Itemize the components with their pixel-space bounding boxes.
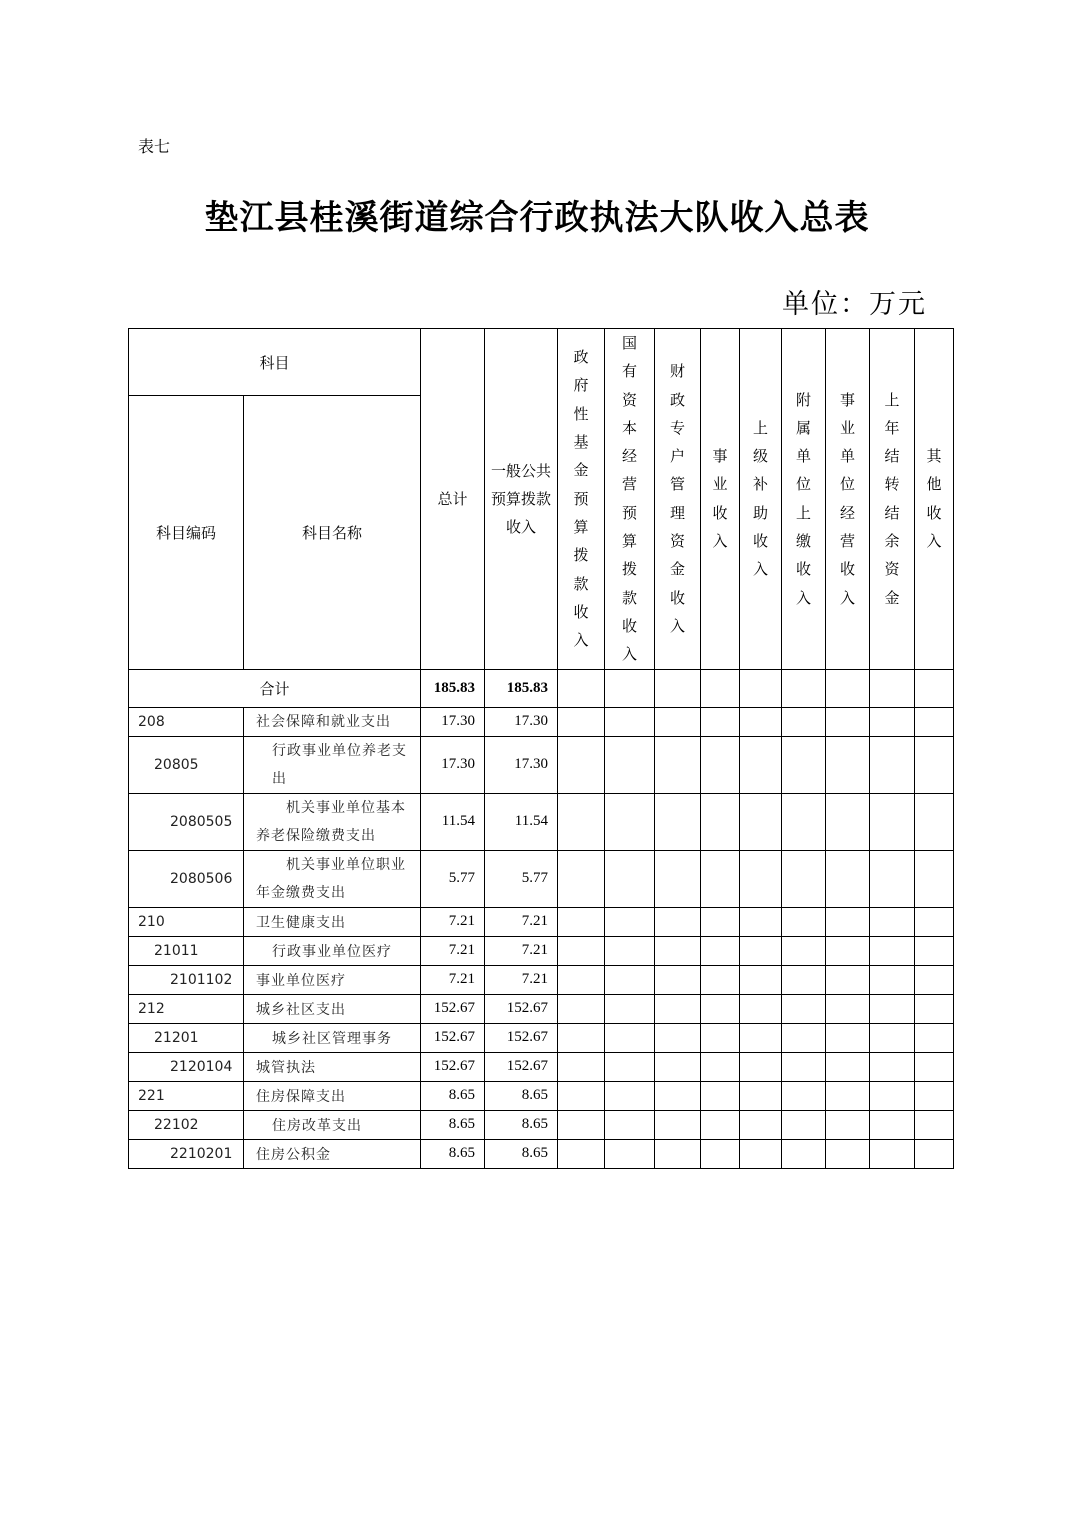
subject-name-text: 机关事业单位职业年金缴费支出 xyxy=(256,856,406,901)
subject-code: 212 xyxy=(129,994,244,1023)
unit-label: 单位：万元 xyxy=(782,289,927,320)
empty-cell xyxy=(870,736,915,793)
subject-code: 2101102 xyxy=(129,965,244,994)
empty-cell xyxy=(915,936,954,965)
empty-cell xyxy=(782,669,826,707)
empty-cell xyxy=(701,994,740,1023)
subject-name: 住房公积金 xyxy=(244,1139,421,1168)
empty-cell xyxy=(558,1081,605,1110)
empty-cell xyxy=(701,1052,740,1081)
carryover-header: 上 年 结 转 结 余 资 金 xyxy=(870,329,915,670)
empty-cell xyxy=(701,850,740,907)
empty-cell xyxy=(826,1052,870,1081)
empty-cell xyxy=(826,1110,870,1139)
empty-cell xyxy=(558,907,605,936)
empty-cell xyxy=(558,1139,605,1168)
empty-cell xyxy=(605,1139,655,1168)
empty-cell xyxy=(655,850,701,907)
row-general-budget: 7.21 xyxy=(485,936,558,965)
empty-cell xyxy=(740,965,782,994)
empty-cell xyxy=(782,994,826,1023)
totals-total: 185.83 xyxy=(421,669,485,707)
empty-cell xyxy=(826,669,870,707)
table-row xyxy=(129,936,954,965)
table-row xyxy=(129,707,954,736)
empty-cell xyxy=(870,1139,915,1168)
other-income-header: 其 他 收 入 xyxy=(915,329,954,670)
empty-cell xyxy=(915,1081,954,1110)
empty-cell xyxy=(701,907,740,936)
empty-cell xyxy=(915,1052,954,1081)
empty-cell xyxy=(915,1023,954,1052)
empty-cell xyxy=(655,965,701,994)
empty-cell xyxy=(915,736,954,793)
empty-cell xyxy=(782,1110,826,1139)
empty-cell xyxy=(605,850,655,907)
row-general-budget: 7.21 xyxy=(485,965,558,994)
empty-cell xyxy=(655,707,701,736)
table-row xyxy=(129,850,954,907)
empty-cell xyxy=(826,1139,870,1168)
empty-cell xyxy=(826,707,870,736)
totals-row xyxy=(129,669,954,707)
row-general-budget: 8.65 xyxy=(485,1081,558,1110)
empty-cell xyxy=(701,669,740,707)
empty-cell xyxy=(740,736,782,793)
empty-cell xyxy=(915,965,954,994)
empty-cell xyxy=(826,793,870,850)
subject-code: 2080505 xyxy=(129,793,244,850)
operation-income-header: 事 业 单 位 经 营 收 入 xyxy=(826,329,870,670)
empty-cell xyxy=(740,1139,782,1168)
empty-cell xyxy=(782,965,826,994)
empty-cell xyxy=(870,1081,915,1110)
income-summary-table xyxy=(128,328,954,1169)
empty-cell xyxy=(655,907,701,936)
subject-name: 住房保障支出 xyxy=(244,1081,421,1110)
empty-cell xyxy=(782,1081,826,1110)
totals-label: 合计 xyxy=(129,669,421,707)
empty-cell xyxy=(915,907,954,936)
empty-cell xyxy=(826,936,870,965)
empty-cell xyxy=(701,1023,740,1052)
row-total: 8.65 xyxy=(421,1139,485,1168)
empty-cell xyxy=(870,1052,915,1081)
empty-cell xyxy=(558,1023,605,1052)
subject-code: 21201 xyxy=(129,1023,244,1052)
table-row xyxy=(129,965,954,994)
subject-header: 科目 xyxy=(129,329,421,396)
empty-cell xyxy=(915,850,954,907)
empty-cell xyxy=(826,994,870,1023)
empty-cell xyxy=(870,907,915,936)
empty-cell xyxy=(605,965,655,994)
subject-name: 卫生健康支出 xyxy=(244,907,421,936)
empty-cell xyxy=(915,994,954,1023)
empty-cell xyxy=(870,707,915,736)
empty-cell xyxy=(558,1052,605,1081)
affiliated-income-header: 附 属 单 位 上 缴 收 入 xyxy=(782,329,826,670)
empty-cell xyxy=(558,994,605,1023)
row-total: 11.54 xyxy=(421,793,485,850)
total-header: 总计 xyxy=(421,329,485,670)
table-number-label: 表七 xyxy=(138,137,171,156)
empty-cell xyxy=(740,907,782,936)
empty-cell xyxy=(655,1139,701,1168)
row-general-budget: 152.67 xyxy=(485,1052,558,1081)
empty-cell xyxy=(870,994,915,1023)
table-row xyxy=(129,1052,954,1081)
empty-cell xyxy=(826,736,870,793)
empty-cell xyxy=(655,1052,701,1081)
row-total: 17.30 xyxy=(421,707,485,736)
row-total: 7.21 xyxy=(421,936,485,965)
subject-code: 22102 xyxy=(129,1110,244,1139)
empty-cell xyxy=(782,736,826,793)
empty-cell xyxy=(655,736,701,793)
empty-cell xyxy=(826,1023,870,1052)
subject-code: 20805 xyxy=(129,736,244,793)
gov-fund-header: 政 府 性 基 金 预 算 拨 款 收 入 xyxy=(558,329,605,670)
row-general-budget: 17.30 xyxy=(485,736,558,793)
subject-name: 行政事业单位医疗 xyxy=(244,936,421,965)
empty-cell xyxy=(558,736,605,793)
subject-name xyxy=(244,850,421,907)
empty-cell xyxy=(655,994,701,1023)
empty-cell xyxy=(870,793,915,850)
totals-general: 185.83 xyxy=(485,669,558,707)
subject-name: 事业单位医疗 xyxy=(244,965,421,994)
empty-cell xyxy=(655,669,701,707)
empty-cell xyxy=(558,965,605,994)
empty-cell xyxy=(915,1139,954,1168)
empty-cell xyxy=(740,1110,782,1139)
empty-cell xyxy=(740,850,782,907)
empty-cell xyxy=(605,793,655,850)
row-general-budget: 11.54 xyxy=(485,793,558,850)
empty-cell xyxy=(870,669,915,707)
empty-cell xyxy=(558,669,605,707)
subject-code: 210 xyxy=(129,907,244,936)
subject-name: 行政事业单位养老支出 xyxy=(244,736,421,793)
empty-cell xyxy=(605,907,655,936)
empty-cell xyxy=(605,1110,655,1139)
table-row xyxy=(129,1110,954,1139)
empty-cell xyxy=(740,936,782,965)
empty-cell xyxy=(826,1081,870,1110)
empty-cell xyxy=(558,707,605,736)
subject-code: 221 xyxy=(129,1081,244,1110)
row-total: 17.30 xyxy=(421,736,485,793)
empty-cell xyxy=(782,850,826,907)
empty-cell xyxy=(605,994,655,1023)
table-row xyxy=(129,907,954,936)
business-income-header: 事 业 收 入 xyxy=(701,329,740,670)
table-row xyxy=(129,736,954,793)
empty-cell xyxy=(870,1023,915,1052)
empty-cell xyxy=(655,936,701,965)
empty-cell xyxy=(870,965,915,994)
subject-name xyxy=(244,793,421,850)
empty-cell xyxy=(655,793,701,850)
empty-cell xyxy=(701,965,740,994)
empty-cell xyxy=(782,793,826,850)
empty-cell xyxy=(558,1110,605,1139)
empty-cell xyxy=(655,1110,701,1139)
empty-cell xyxy=(915,669,954,707)
empty-cell xyxy=(740,1023,782,1052)
empty-cell xyxy=(782,936,826,965)
row-general-budget: 17.30 xyxy=(485,707,558,736)
empty-cell xyxy=(915,707,954,736)
row-general-budget: 5.77 xyxy=(485,850,558,907)
row-general-budget: 152.67 xyxy=(485,1023,558,1052)
row-total: 152.67 xyxy=(421,1052,485,1081)
subject-name: 住房改革支出 xyxy=(244,1110,421,1139)
row-total: 7.21 xyxy=(421,965,485,994)
table-row xyxy=(129,994,954,1023)
empty-cell xyxy=(605,1052,655,1081)
subject-name-text: 机关事业单位基本养老保险缴费支出 xyxy=(256,799,406,844)
empty-cell xyxy=(782,1023,826,1052)
code-header: 科目编码 xyxy=(129,396,244,669)
empty-cell xyxy=(782,907,826,936)
empty-cell xyxy=(701,1110,740,1139)
empty-cell xyxy=(915,1110,954,1139)
empty-cell xyxy=(605,669,655,707)
subject-name: 城乡社区管理事务 xyxy=(244,1023,421,1052)
subject-code: 2080506 xyxy=(129,850,244,907)
fiscal-account-header: 财 政 专 户 管 理 资 金 收 入 xyxy=(655,329,701,670)
empty-cell xyxy=(870,1110,915,1139)
table-row xyxy=(129,793,954,850)
subject-code: 208 xyxy=(129,707,244,736)
empty-cell xyxy=(782,1052,826,1081)
subject-name: 城乡社区支出 xyxy=(244,994,421,1023)
empty-cell xyxy=(605,936,655,965)
subsidy-income-header: 上 级 补 助 收 入 xyxy=(740,329,782,670)
table-row xyxy=(129,1081,954,1110)
general-budget-header: 一般公共预算拨款收入 xyxy=(485,329,558,670)
empty-cell xyxy=(826,965,870,994)
empty-cell xyxy=(782,707,826,736)
empty-cell xyxy=(558,793,605,850)
empty-cell xyxy=(870,850,915,907)
row-total: 5.77 xyxy=(421,850,485,907)
empty-cell xyxy=(740,793,782,850)
empty-cell xyxy=(701,736,740,793)
table-row xyxy=(129,1023,954,1052)
empty-cell xyxy=(605,736,655,793)
empty-cell xyxy=(740,669,782,707)
state-capital-header: 国 有 资 本 经 营 预 算 拨 款 收 入 xyxy=(605,329,655,670)
empty-cell xyxy=(558,850,605,907)
name-header: 科目名称 xyxy=(244,396,421,669)
empty-cell xyxy=(701,936,740,965)
empty-cell xyxy=(782,1139,826,1168)
empty-cell xyxy=(826,907,870,936)
subject-code: 2210201 xyxy=(129,1139,244,1168)
page-title: 垫江县桂溪街道综合行政执法大队收入总表 xyxy=(204,198,870,238)
subject-code: 21011 xyxy=(129,936,244,965)
empty-cell xyxy=(740,1052,782,1081)
empty-cell xyxy=(740,994,782,1023)
empty-cell xyxy=(740,707,782,736)
row-general-budget: 152.67 xyxy=(485,994,558,1023)
empty-cell xyxy=(740,1081,782,1110)
empty-cell xyxy=(605,1023,655,1052)
subject-name: 社会保障和就业支出 xyxy=(244,707,421,736)
empty-cell xyxy=(701,1081,740,1110)
empty-cell xyxy=(915,793,954,850)
table-row xyxy=(129,1139,954,1168)
row-total: 152.67 xyxy=(421,994,485,1023)
row-total: 8.65 xyxy=(421,1110,485,1139)
empty-cell xyxy=(558,936,605,965)
empty-cell xyxy=(826,850,870,907)
row-general-budget: 7.21 xyxy=(485,907,558,936)
subject-code: 2120104 xyxy=(129,1052,244,1081)
empty-cell xyxy=(655,1023,701,1052)
empty-cell xyxy=(701,793,740,850)
row-total: 7.21 xyxy=(421,907,485,936)
empty-cell xyxy=(655,1081,701,1110)
row-general-budget: 8.65 xyxy=(485,1139,558,1168)
empty-cell xyxy=(701,707,740,736)
subject-name: 城管执法 xyxy=(244,1052,421,1081)
empty-cell xyxy=(605,707,655,736)
header-row-top xyxy=(129,329,954,396)
empty-cell xyxy=(870,936,915,965)
row-total: 8.65 xyxy=(421,1081,485,1110)
row-total: 152.67 xyxy=(421,1023,485,1052)
empty-cell xyxy=(701,1139,740,1168)
empty-cell xyxy=(605,1081,655,1110)
row-general-budget: 8.65 xyxy=(485,1110,558,1139)
